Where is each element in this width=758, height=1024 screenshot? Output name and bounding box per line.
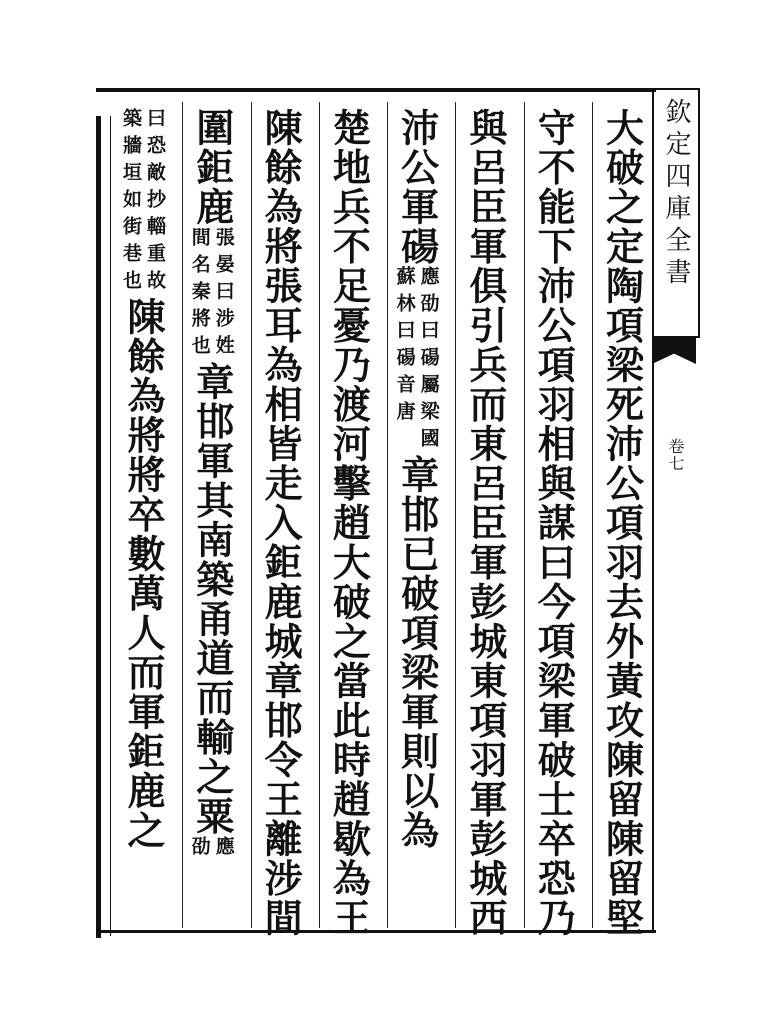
text-column <box>251 102 309 938</box>
interlinear-note <box>120 108 166 297</box>
text-column <box>182 102 240 928</box>
note-left-line: 間名秦將也 <box>188 226 211 362</box>
text-column <box>592 102 650 938</box>
main-text: 陳餘為將將卒數萬人而軍鉅鹿之 <box>121 297 166 850</box>
page-frame <box>96 88 704 938</box>
text-column <box>319 102 377 938</box>
main-text: 圍鉅鹿 <box>189 108 235 227</box>
main-text: 沛公軍碭 <box>394 108 440 266</box>
frame-left-inner-rule <box>110 116 111 936</box>
main-text: 章邯軍其南築甬道而輸之粟 <box>189 361 235 836</box>
main-text: 章邯已破項梁軍則以為 <box>394 455 440 850</box>
text-body <box>114 102 650 938</box>
juan-label: 卷七 <box>666 438 685 472</box>
frame-left-border <box>96 116 101 938</box>
frame-top-border <box>96 88 656 92</box>
note-left-line: 築牆垣如街巷也 <box>120 108 142 297</box>
note-right-line: 應劭曰碭屬梁國 <box>417 266 440 455</box>
fishtail-mark <box>652 338 696 364</box>
text-column <box>455 102 513 938</box>
text-column <box>114 102 172 928</box>
interlinear-note <box>189 836 235 863</box>
margin-title-box <box>652 88 700 338</box>
text-column <box>387 102 445 928</box>
note-right-line: 曰恐敵抄輜重故 <box>144 108 166 297</box>
margin-column <box>652 88 704 933</box>
note-right-line: 張晏曰涉姓 <box>212 226 235 362</box>
main-text: 大破之定陶項梁死沛公項羽去外黃攻陳留陳留堅 <box>599 108 645 938</box>
main-text: 楚地兵不足憂乃渡河擊趙大破之當此時趙歇為王 <box>326 108 372 938</box>
main-text: 陳餘為將張耳為相皆走入鉅鹿城章邯令王離涉間 <box>258 108 304 938</box>
book-title: 欽定四庫全書 <box>661 98 691 290</box>
interlinear-note <box>189 227 235 362</box>
text-column <box>524 102 582 938</box>
note-left-line: 蘇林曰碭音唐 <box>393 266 416 428</box>
interlinear-note <box>394 266 440 455</box>
main-text: 與呂臣軍俱引兵而東呂臣軍彭城東項羽軍彭城西 <box>462 108 508 938</box>
main-text: 守不能下沛公項羽相與謀曰今項梁軍破士卒恐乃 <box>531 108 577 938</box>
note-right-line: 應 <box>212 835 235 863</box>
note-left-line: 劭 <box>188 835 211 863</box>
